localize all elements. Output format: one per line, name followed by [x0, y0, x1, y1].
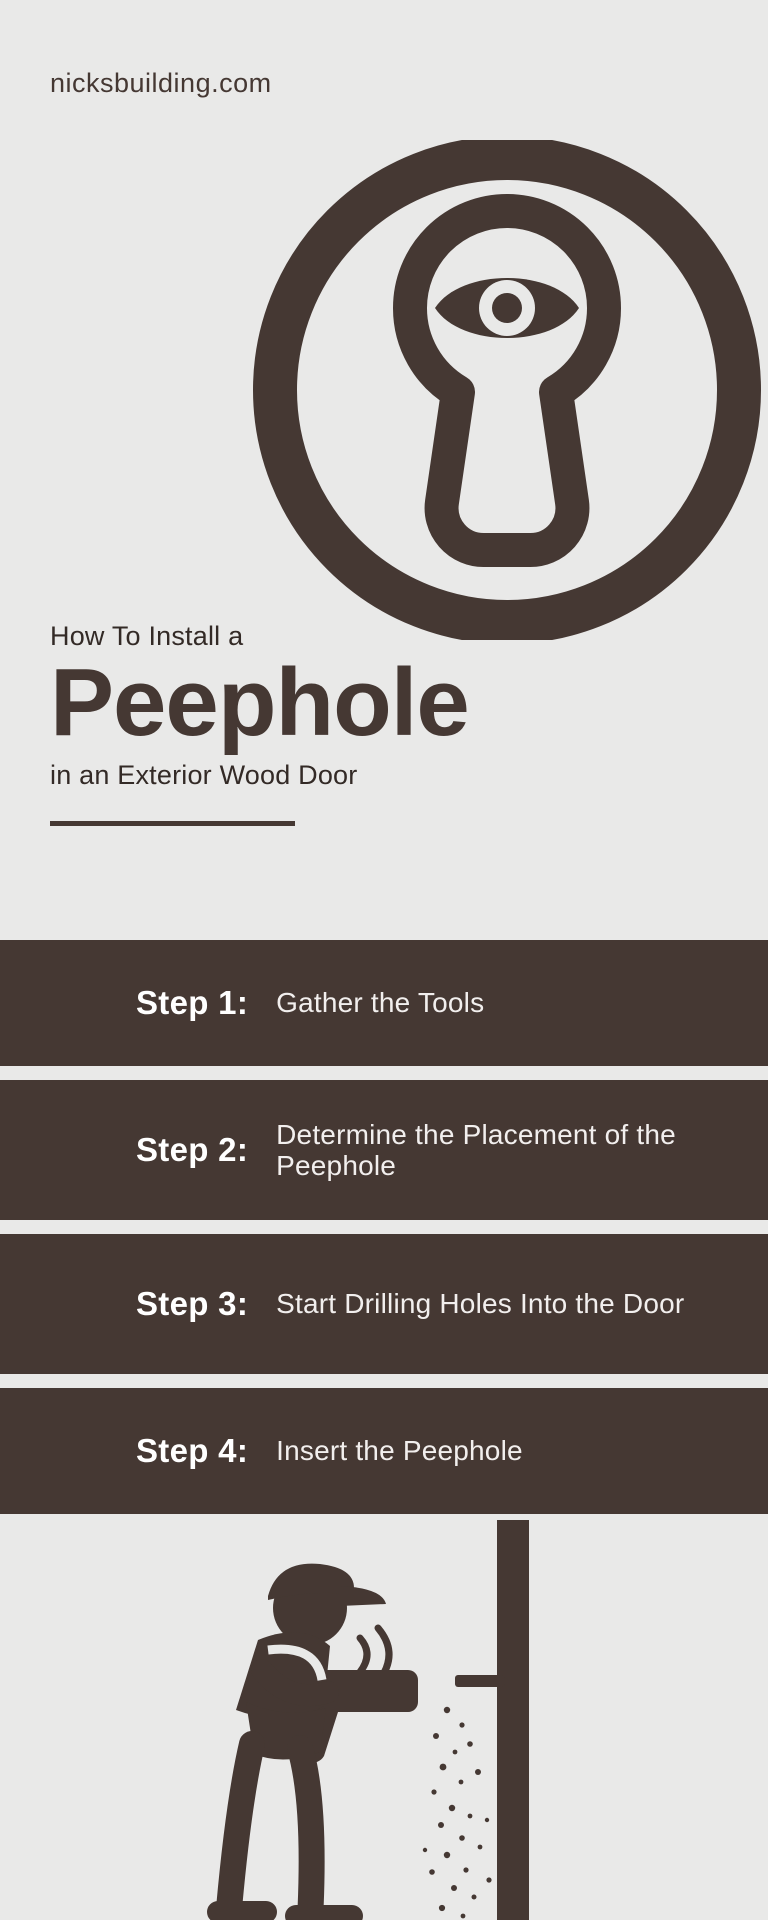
step-text: Start Drilling Holes Into the Door	[276, 1288, 685, 1320]
title-eyebrow: How To Install a	[50, 621, 244, 651]
list-item	[0, 1080, 768, 1220]
list-item	[0, 1388, 768, 1514]
list-item	[0, 940, 768, 1066]
step-text: Gather the Tools	[276, 987, 485, 1019]
steps-list	[0, 940, 768, 1528]
step-label: Step 3:	[136, 1285, 249, 1322]
step-label: Step 2:	[136, 1131, 249, 1168]
list-item	[0, 1234, 768, 1374]
peephole-eye-icon	[252, 140, 762, 640]
person-drilling-door-icon	[0, 1520, 768, 1920]
step-label: Step 4:	[136, 1432, 249, 1469]
title-block	[50, 620, 730, 826]
site-url: nicksbuilding.com	[50, 68, 272, 98]
step-text: Insert the Peephole	[276, 1435, 523, 1467]
title-divider	[50, 821, 295, 826]
step-label: Step 1:	[136, 984, 249, 1021]
step-text: Determine the Placement of the Peephole	[276, 1118, 676, 1181]
title-subhead: in an Exterior Wood Door	[50, 760, 358, 791]
page-title: Peephole	[50, 649, 469, 757]
